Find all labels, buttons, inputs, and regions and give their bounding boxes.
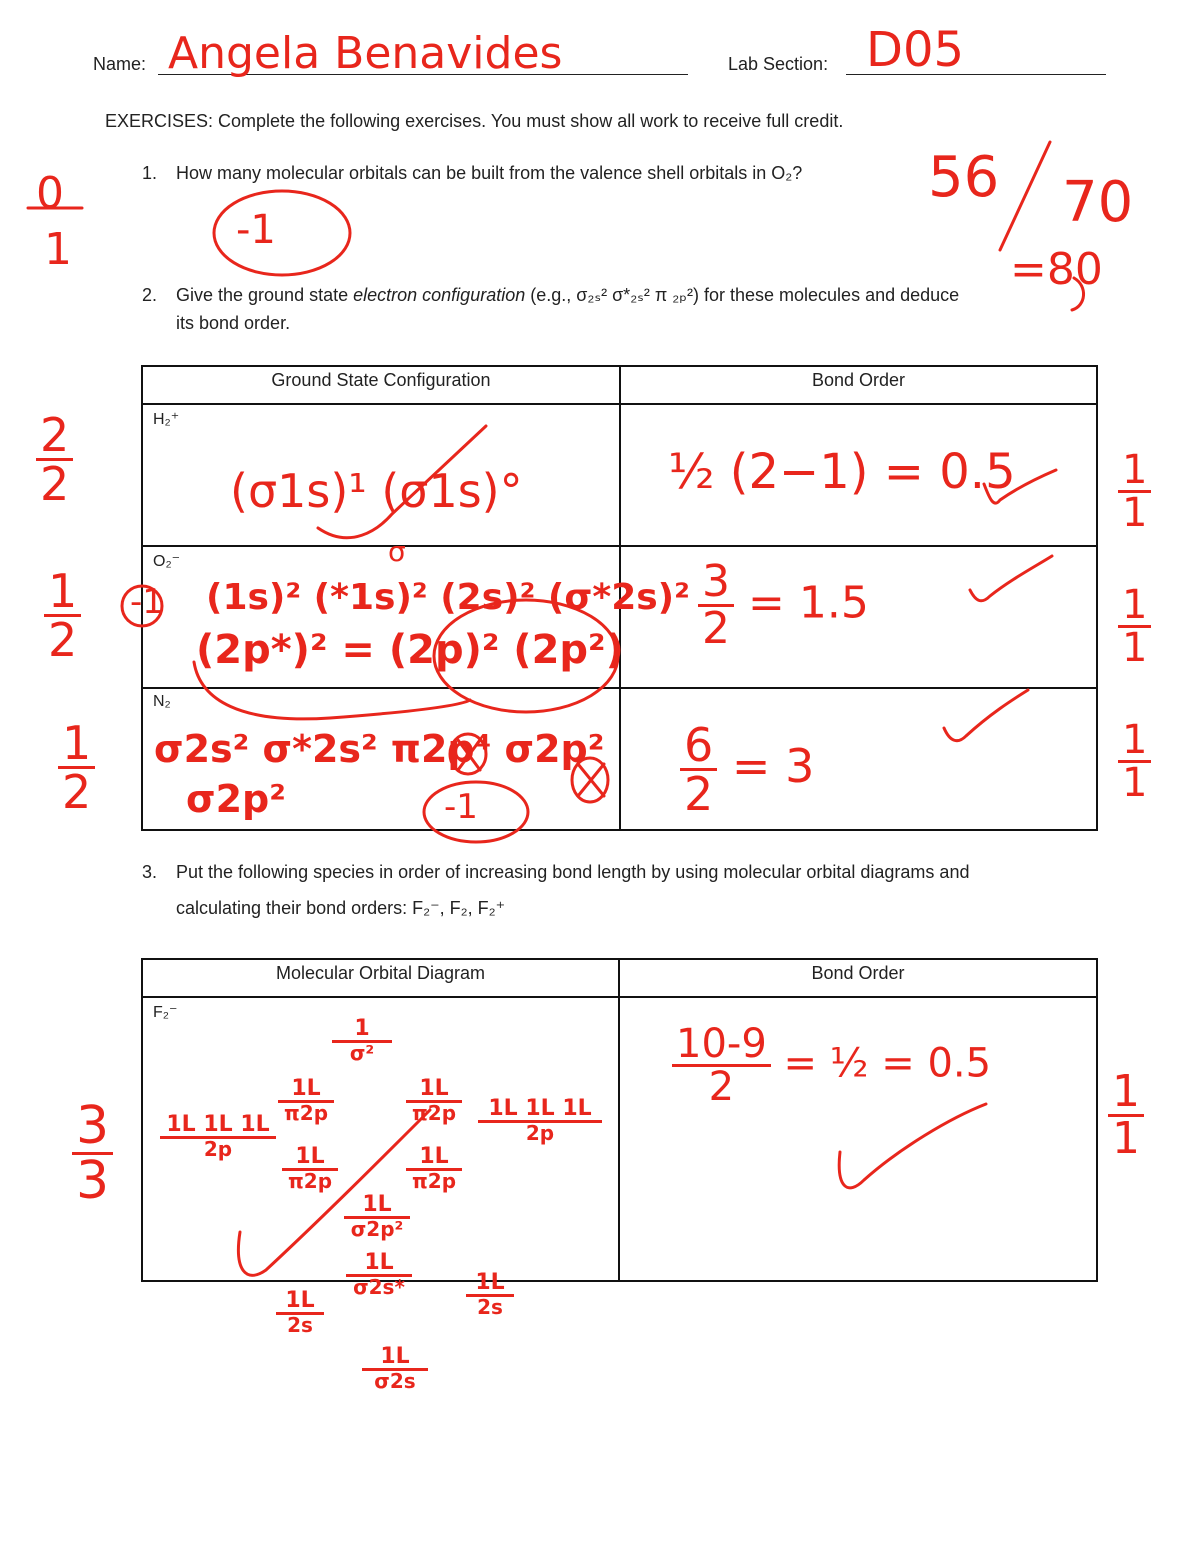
o2minus-bond-order: $\frac{3}{2}$ = 1.5: [698, 560, 869, 651]
species-label: H₂⁺: [153, 411, 180, 428]
instructions: EXERCISES: Complete the following exercises. You must show all work to receive full credit.: [105, 111, 844, 131]
h2plus-config: (σ1s)¹ (σ1s)°: [230, 464, 523, 518]
mo-level: 1L σ2s: [362, 1346, 428, 1391]
atomic-right-2s: 1L 2s: [466, 1272, 514, 1317]
frac-right: $\frac{1}{1}$: [1118, 585, 1151, 668]
species-label: N₂: [153, 693, 171, 710]
o2minus-config-2: (2p*)² = (2p)² (2p²): [196, 627, 624, 673]
frac-left: $\frac{2}{2}$: [36, 412, 73, 507]
mo-level: 1L π2p: [406, 1146, 462, 1191]
q2-text: Give the ground state electron configuration (e.g., σ₂ₛ² σ*₂ₛ² π ₂ₚ²) for these molecules and deduce: [176, 285, 960, 305]
section-label: Lab Section:: [728, 54, 829, 74]
h2plus-bond-order: ½ (2−1) = 0.5: [668, 444, 1016, 500]
score-percent: =80: [1010, 244, 1103, 295]
q2-text-line2: its bond order.: [176, 313, 291, 333]
frac-left: $\frac{3}{3}$: [72, 1100, 113, 1207]
n2-deduction: -1: [444, 787, 478, 827]
q1-circle: [214, 191, 350, 275]
atomic-left-2s: 1L 2s: [276, 1290, 324, 1335]
q1-number: 1.: [142, 163, 158, 183]
atomic-right-2p: 1L 1L 1L 2p: [478, 1098, 602, 1143]
frac-right: $\frac{1}{1}$: [1108, 1070, 1144, 1161]
q2-number: 2.: [142, 285, 158, 305]
q3-header-diagram: Molecular Orbital Diagram: [142, 959, 619, 997]
q1-text: How many molecular orbitals can be built from the valence shell orbitals in O₂?: [176, 163, 803, 183]
q1-margin-top: 0: [36, 168, 64, 219]
frac-right: $\frac{1}{1}$: [1118, 450, 1151, 533]
q3-header-bond: Bond Order: [619, 959, 1097, 997]
mo-level: 1L π2p: [278, 1078, 334, 1123]
n2-config-1: σ2s² σ*2s² π2p⁴ σ2p²: [154, 727, 605, 771]
q1-margin-bottom: 1: [44, 224, 72, 275]
score-top: 56: [928, 145, 1000, 210]
score-slash: [1000, 142, 1050, 250]
frac-left: $\frac{1}{2}$: [44, 568, 81, 663]
n2-config-2: σ2p²: [186, 777, 286, 821]
mo-level: 1 σ²: [332, 1018, 392, 1063]
name-value: Angela Benavides: [168, 28, 563, 79]
q2-header-config: Ground State Configuration: [142, 366, 620, 404]
mo-level: 1L σ2p²: [344, 1194, 410, 1239]
section-value: D05: [866, 22, 965, 78]
atomic-left-2p: 1L 1L 1L 2p: [160, 1114, 276, 1159]
q3-text-line1: Put the following species in order of increasing bond length by using molecular orbital diagrams and: [176, 862, 970, 882]
o2minus-deduction: -1: [130, 582, 164, 622]
q3-text-line2: calculating their bond orders: F₂⁻, F₂, F₂⁺: [176, 898, 506, 918]
q3-number: 3.: [142, 862, 158, 882]
frac-left: $\frac{1}{2}$: [58, 720, 95, 815]
o2minus-config-1: (1s)² (*1s)² (2s)² (σ*2s)²: [206, 577, 690, 618]
q2-header-bond: Bond Order: [620, 366, 1097, 404]
mo-level: 1L π2p: [282, 1146, 338, 1191]
q1-deduction: -1: [236, 207, 276, 253]
f2minus-bond-order: $\frac{10-9}{2}$ = ½ = 0.5: [672, 1024, 991, 1107]
species-label: F₂⁻: [153, 1004, 178, 1021]
score-bottom: 70: [1062, 170, 1134, 235]
o2minus-correction: σ: [388, 535, 406, 568]
mo-level: 1L σ2s*: [346, 1252, 412, 1297]
species-label: O₂⁻: [153, 553, 181, 570]
mo-level: 1L π2p: [406, 1078, 462, 1123]
name-label: Name:: [93, 54, 147, 74]
frac-right: $\frac{1}{1}$: [1118, 720, 1151, 803]
n2-bond-order: $\frac{6}{2}$ = 3: [680, 722, 814, 817]
